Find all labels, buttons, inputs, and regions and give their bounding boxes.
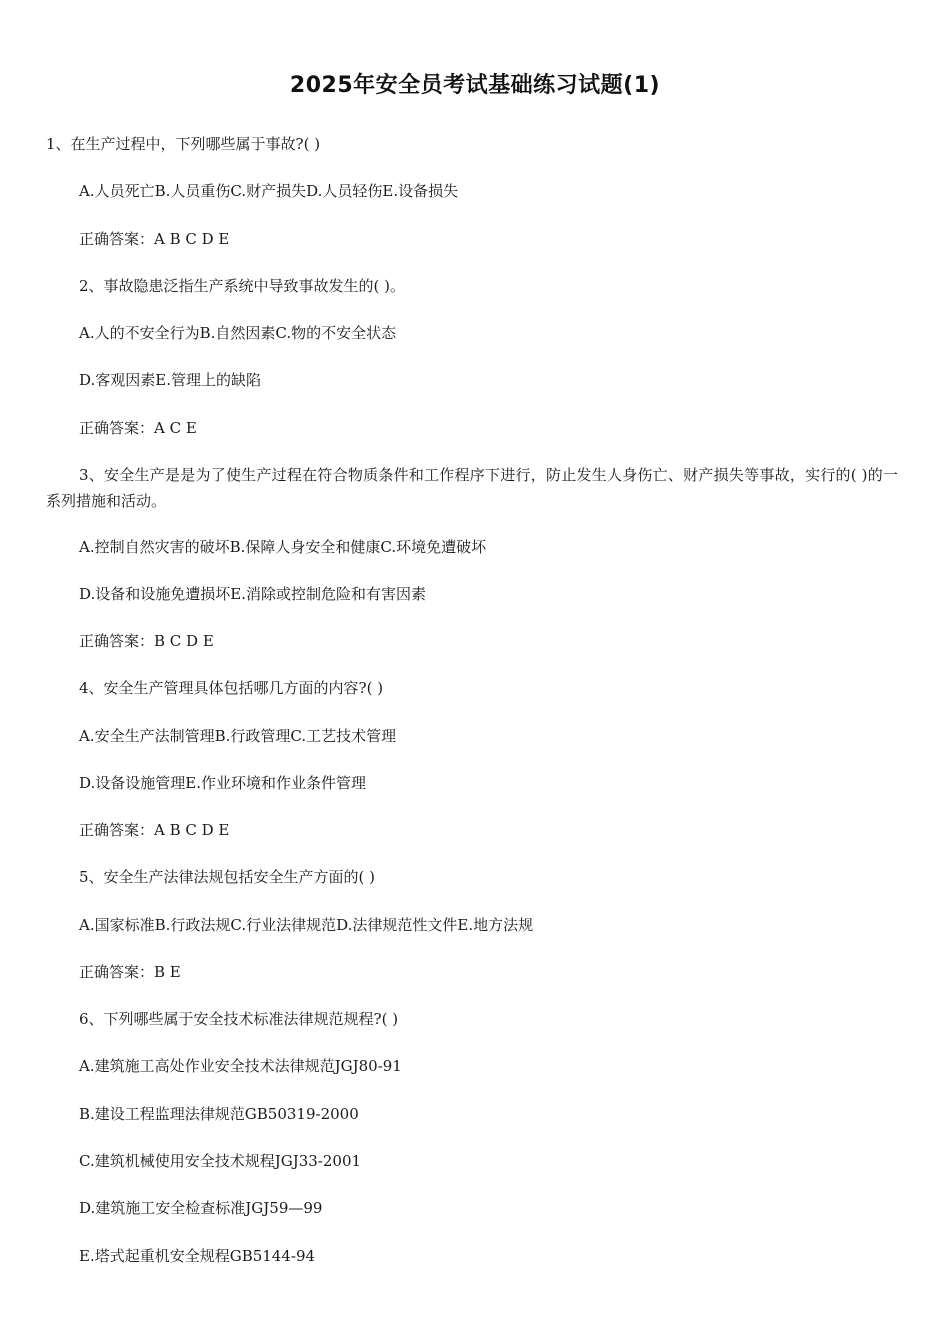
question-1-options: A.人员死亡B.人员重伤C.财产损失D.人员轻伤E.设备损失 <box>79 182 459 200</box>
question-3-options-line-2: D.设备和设施免遭损坏E.消除或控制危险和有害因素 <box>79 585 426 603</box>
question-6-option-c: C.建筑机械使用安全技术规程JGJ33-2001 <box>79 1152 362 1170</box>
question-4-options-line-1: A.安全生产法制管理B.行政管理C.工艺技术管理 <box>79 727 397 745</box>
question-3-options-line-1: A.控制自然灾害的破坏B.保障人身安全和健康C.环境免遭破坏 <box>79 538 487 556</box>
question-6-option-b: B.建设工程监理法律规范GB50319-2000 <box>79 1105 359 1123</box>
question-5-options: A.国家标准B.行政法规C.行业法律规范D.法律规范性文件E.地方法规 <box>79 916 534 934</box>
question-3-stem: 3、安全生产是是为了使生产过程在符合物质条件和工作程序下进行，防止发生人身伤亡、财产损失等事故，实行的( )的一系列措施和活动。 <box>46 466 898 510</box>
question-3-answer: 正确答案：B C D E <box>79 632 214 650</box>
question-6-option-d: D.建筑施工安全检查标准JGJ59—99 <box>79 1199 323 1217</box>
question-6-option-e: E.塔式起重机安全规程GB5144-94 <box>79 1247 316 1265</box>
page-title: 2025年安全员考试基础练习试题(1) <box>289 73 661 98</box>
question-2-stem: 2、事故隐患泛指生产系统中导致事故发生的( )。 <box>79 277 406 295</box>
question-1-stem: 1、在生产过程中，下列哪些属于事故?( ) <box>46 135 321 153</box>
question-2-options-line-1: A.人的不安全行为B.自然因素C.物的不安全状态 <box>79 324 397 342</box>
question-4-stem: 4、安全生产管理具体包括哪几方面的内容?( ) <box>79 679 384 697</box>
question-6-stem: 6、下列哪些属于安全技术标准法律规范规程?( ) <box>79 1010 399 1028</box>
question-2-options-line-2: D.客观因素E.管理上的缺陷 <box>79 371 261 389</box>
question-4-answer: 正确答案：A B C D E <box>79 821 230 839</box>
question-4-options-line-2: D.设备设施管理E.作业环境和作业条件管理 <box>79 774 366 792</box>
question-2-answer: 正确答案：A C E <box>79 419 197 437</box>
question-6-option-a: A.建筑施工高处作业安全技术法律规范JGJ80-91 <box>79 1057 402 1075</box>
question-5-answer: 正确答案：B E <box>79 963 181 981</box>
question-1-answer: 正确答案：A B C D E <box>79 230 230 248</box>
question-5-stem: 5、安全生产法律法规包括安全生产方面的( ) <box>79 868 376 886</box>
